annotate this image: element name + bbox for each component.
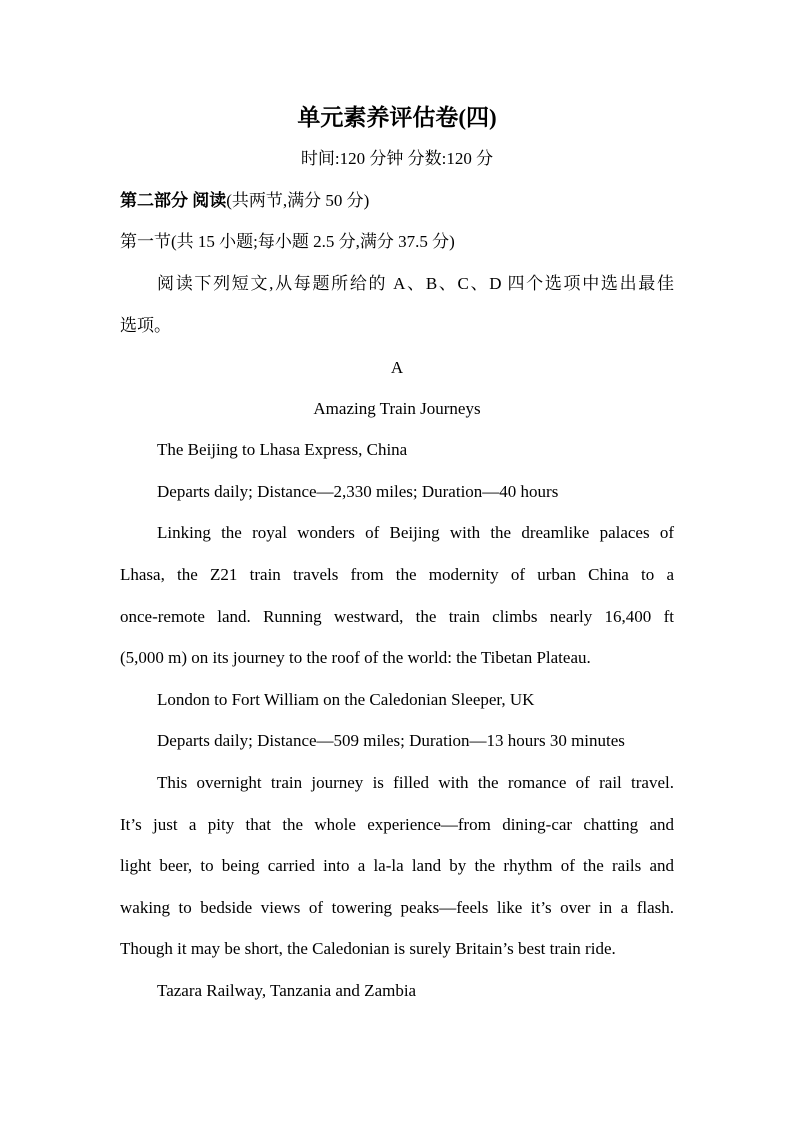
part-heading [120, 191, 369, 211]
instruction-line-2: 选项。 [120, 316, 171, 335]
section-heading: 第一节(共 15 小题;每小题 2.5 分,满分 37.5 分) [120, 232, 455, 251]
journey-1-text-line: (5,000 m) on its journey to the roof of the world: the Tibetan Plateau. [120, 648, 591, 667]
instruction-line-1: 阅读下列短文,从每题所给的 A、B、C、D 四个选项中选出最佳 [157, 274, 674, 293]
journey-1-name: The Beijing to Lhasa Express, China [157, 440, 408, 459]
journey-1-info: Departs daily; Distance—2,330 miles; Duration—40 hours [157, 482, 559, 501]
part-heading-bold: 第二部分 阅读 [120, 191, 227, 210]
journey-2-text-line: waking to bedside views of towering peaks—feels like it’s over in a flash. [120, 898, 674, 917]
journey-2-text-line: This overnight train journey is filled with the romance of rail travel. [157, 773, 674, 792]
journey-1-text-line: once-remote land. Running westward, the train climbs nearly 16,400 ft [120, 607, 674, 626]
journey-2-text-line: Though it may be short, the Caledonian is surely Britain’s best train ride. [120, 939, 616, 958]
journey-2-info: Departs daily; Distance—509 miles; Duration—13 hours 30 minutes [157, 731, 625, 750]
passage-title: Amazing Train Journeys [313, 399, 481, 418]
passage-label: A [390, 358, 404, 377]
journey-2-text-line: It’s just a pity that the whole experience—from dining-car chatting and [120, 815, 674, 834]
page-title: 单元素养评估卷(四) [297, 105, 497, 130]
journey-3-name: Tazara Railway, Tanzania and Zambia [157, 981, 417, 1000]
journey-2-name: London to Fort William on the Caledonian Sleeper, UK [157, 690, 535, 709]
journey-2-text-line: light beer, to being carried into a la-la land by the rhythm of the rails and [120, 856, 674, 875]
exam-meta: 时间:120 分钟 分数:120 分 [300, 149, 494, 168]
journey-1-text-line: Lhasa, the Z21 train travels from the modernity of urban China to a [120, 565, 674, 584]
journey-1-text-line: Linking the royal wonders of Beijing with the dreamlike palaces of [157, 523, 674, 542]
part-heading-rest: (共两节,满分 50 分) [226, 191, 370, 210]
